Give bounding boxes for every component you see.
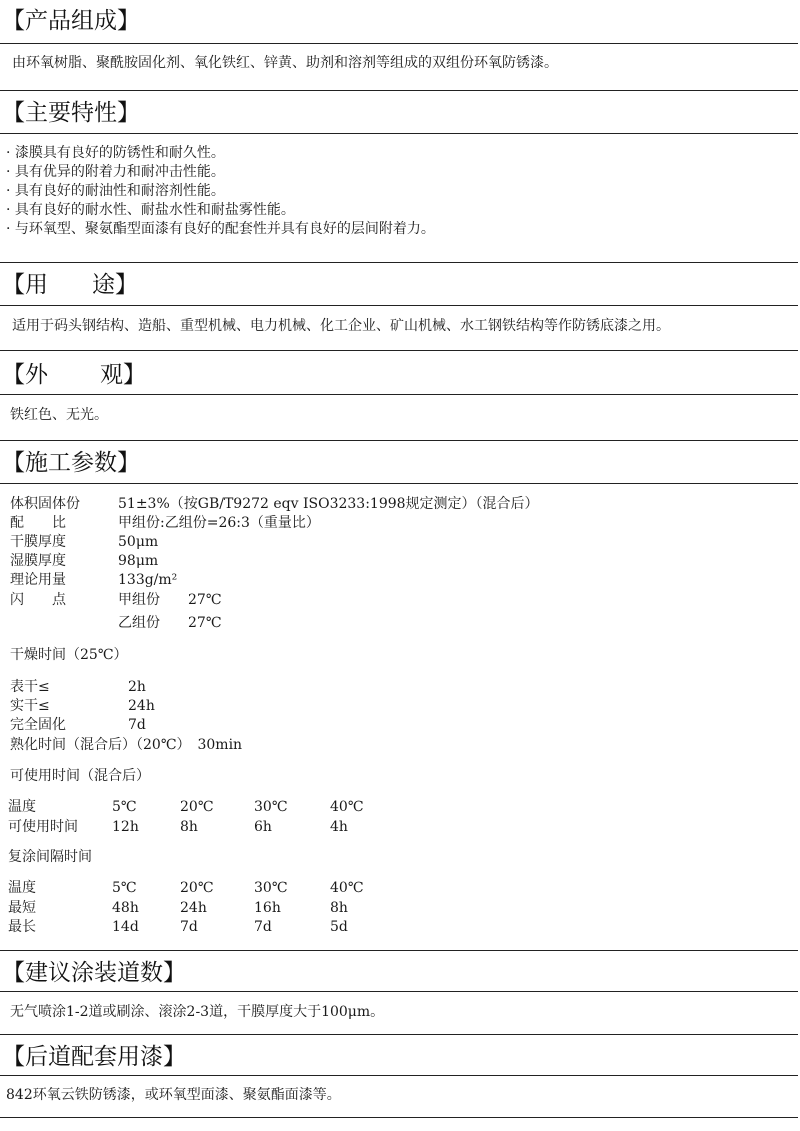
section-title-part: 【用 <box>2 272 48 298</box>
table-cell: 8h <box>180 819 198 835</box>
dry-label: 实干≤ <box>10 698 50 714</box>
table-cell: 最短 <box>8 900 36 916</box>
param-label: 配 比 <box>10 515 66 531</box>
table-cell: 可使用时间 <box>8 819 78 835</box>
dry-value: 7d <box>128 717 146 733</box>
table-cell: 5℃ <box>112 880 137 896</box>
table-cell: 8h <box>330 900 348 916</box>
section-title-part: 观】 <box>100 362 146 388</box>
divider <box>0 483 798 484</box>
divider <box>0 305 798 306</box>
section-title-part: 【外 <box>2 362 48 388</box>
feature-item: · 具有良好的耐油性和耐溶剂性能。 <box>6 183 225 199</box>
dry-value: 24h <box>128 698 155 714</box>
param-label: 体积固体份 <box>10 496 80 512</box>
section-title <box>2 270 138 300</box>
param-label: 闪 点 <box>10 592 66 608</box>
feature-item: · 具有优异的附着力和耐冲击性能。 <box>6 164 225 180</box>
table-cell: 20℃ <box>180 880 214 896</box>
pot-life-title: 可使用时间（混合后） <box>10 768 150 784</box>
section-title: 【建议涂装道数】 <box>2 960 186 986</box>
section-title <box>2 360 146 390</box>
divider <box>0 991 798 992</box>
param-value: 50μm <box>118 534 159 550</box>
param-label: 干膜厚度 <box>10 534 66 550</box>
param-value: 乙组份 27℃ <box>118 615 222 631</box>
topcoat-text: 842环氧云铁防锈漆，或环氧型面漆、聚氨酯面漆等。 <box>6 1087 341 1103</box>
divider <box>0 1034 798 1035</box>
feature-item: · 漆膜具有良好的防锈性和耐久性。 <box>6 145 225 161</box>
table-cell: 温度 <box>8 880 36 896</box>
table-cell: 16h <box>254 900 281 916</box>
aging-time: 熟化时间（混合后）（20℃） 30min <box>10 737 243 753</box>
table-cell: 7d <box>254 919 272 935</box>
divider <box>0 394 798 395</box>
divider <box>0 43 798 44</box>
appearance-text: 铁红色、无光。 <box>10 407 108 423</box>
divider <box>0 1075 798 1076</box>
param-value: 甲组份:乙组份=26:3（重量比） <box>118 515 320 531</box>
param-value: 51±3%（按GB/T9272 eqv ISO3233:1998规定测定）（混合后） <box>118 496 539 512</box>
param-label: 理论用量 <box>10 572 66 588</box>
table-cell: 5d <box>330 919 348 935</box>
divider <box>0 950 798 951</box>
feature-item: · 与环氧型、聚氨酯型面漆有良好的配套性并具有良好的层间附着力。 <box>6 221 435 237</box>
section-title: 【后道配套用漆】 <box>2 1044 186 1070</box>
divider <box>0 350 798 351</box>
divider <box>0 262 798 263</box>
table-cell: 48h <box>112 900 139 916</box>
table-cell: 5℃ <box>112 799 137 815</box>
recoat-title: 复涂间隔时间 <box>8 849 92 865</box>
section-title-part: 途】 <box>92 272 138 298</box>
coats-text: 无气喷涂1-2道或刷涂、滚涂2-3道，干膜厚度大于100μm。 <box>10 1004 385 1020</box>
composition-text: 由环氧树脂、聚酰胺固化剂、氧化铁红、锌黄、助剂和溶剂等组成的双组份环氧防锈漆。 <box>12 55 558 71</box>
table-cell: 30℃ <box>254 880 288 896</box>
section-title: 【产品组成】 <box>2 8 140 34</box>
dry-time-title: 干燥时间（25℃） <box>10 647 128 663</box>
param-label: 湿膜厚度 <box>10 553 66 569</box>
usage-text: 适用于码头钢结构、造船、重型机械、电力机械、化工企业、矿山机械、水工钢铁结构等作防锈底漆之用。 <box>12 318 670 334</box>
table-cell: 4h <box>330 819 348 835</box>
table-cell: 14d <box>112 919 139 935</box>
table-cell: 最长 <box>8 919 36 935</box>
param-value: 133g/m² <box>118 572 178 588</box>
table-cell: 7d <box>180 919 198 935</box>
divider <box>0 1117 798 1118</box>
section-title: 【施工参数】 <box>2 450 140 476</box>
feature-item: · 具有良好的耐水性、耐盐水性和耐盐雾性能。 <box>6 202 295 218</box>
divider <box>0 90 798 91</box>
table-cell: 温度 <box>8 799 36 815</box>
table-cell: 40℃ <box>330 799 364 815</box>
dry-label: 完全固化 <box>10 717 66 733</box>
section-title: 【主要特性】 <box>2 100 140 126</box>
dry-value: 2h <box>128 679 146 695</box>
param-value: 甲组份 27℃ <box>118 592 222 608</box>
divider <box>0 440 798 441</box>
param-value: 98μm <box>118 553 159 569</box>
table-cell: 30℃ <box>254 799 288 815</box>
table-cell: 20℃ <box>180 799 214 815</box>
table-cell: 6h <box>254 819 272 835</box>
divider <box>0 133 798 134</box>
table-cell: 40℃ <box>330 880 364 896</box>
dry-label: 表干≤ <box>10 679 50 695</box>
table-cell: 24h <box>180 900 207 916</box>
table-cell: 12h <box>112 819 139 835</box>
